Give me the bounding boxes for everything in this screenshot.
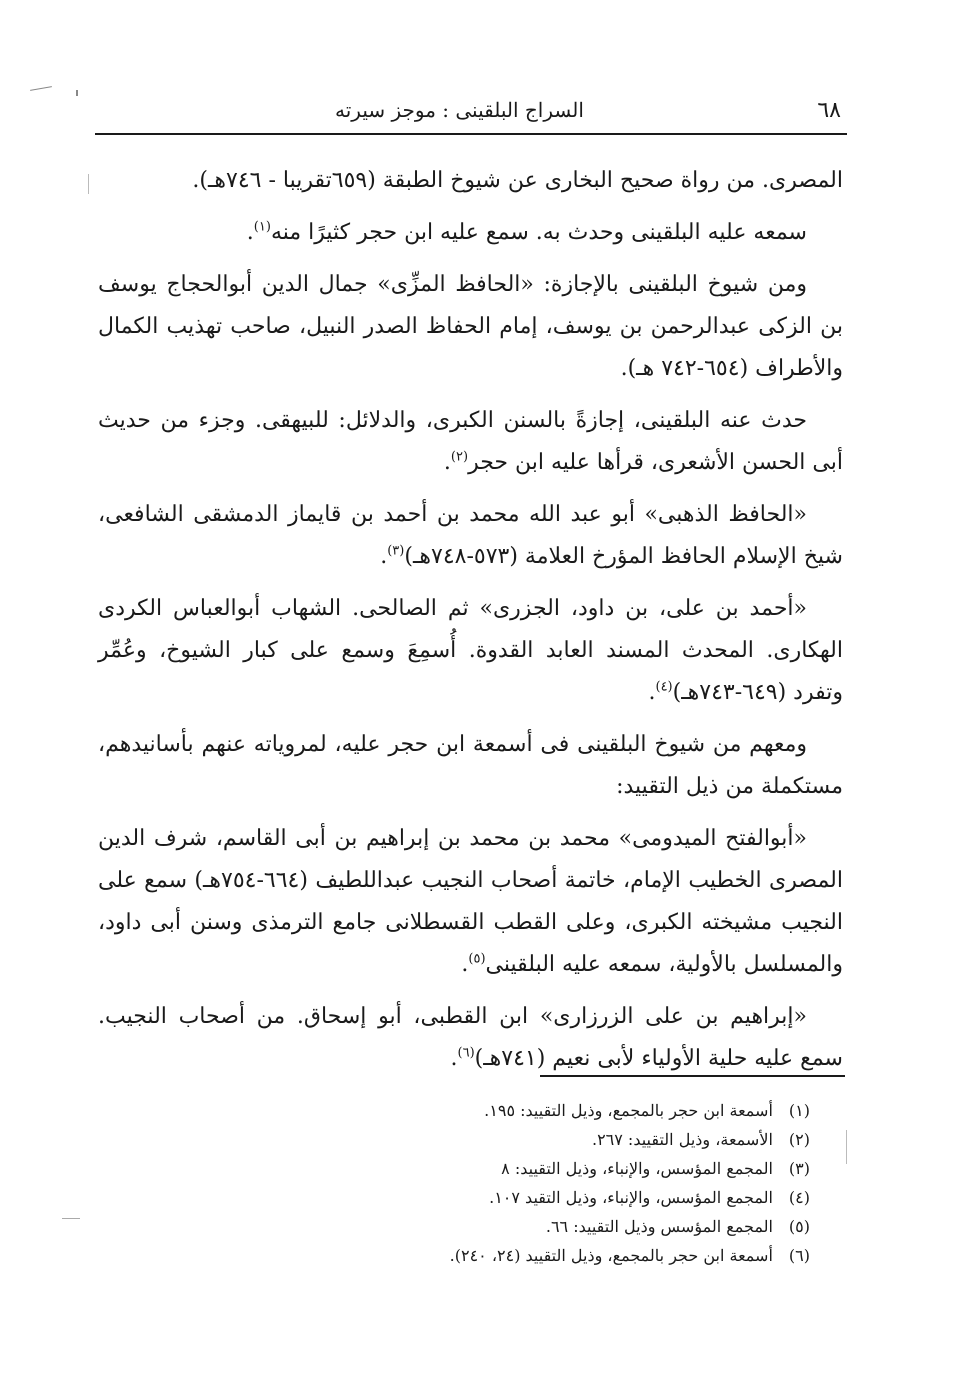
body-text: [98, 160, 843, 1090]
footnote-item: [300, 1096, 810, 1125]
footnote-text: المجمع المؤسس، والإنباء، وذيل التقييد: ٨: [501, 1159, 773, 1178]
footnote-ref: (٢): [450, 449, 469, 465]
paragraph-6: «أحمد بن على، بن داود، الجزرى» ثم الصالحى. الشهاب أبوالعباس الكردى الهكارى. المحدث المسند العابد القدوة. أُسمِعَ وسمع على كبار الشيوخ، وعُمِّر وتفرد (٦٤٩-٧٤٣هـ)$^{(٤)}$.: [98, 596, 843, 705]
scan-artifact: [846, 1130, 847, 1164]
footnote-item: [300, 1241, 810, 1270]
footnote-ref: (٣): [387, 543, 405, 559]
footnote-item: [300, 1212, 810, 1241]
footnote-ref: (٥): [468, 951, 486, 967]
footnote-item: [300, 1125, 810, 1154]
footnote-number: (٣): [788, 1159, 810, 1178]
footnote-text: المجمع المؤسس، والإنباء، وذيل التقيد ١٠٧.: [489, 1188, 773, 1207]
footnote-number: (٤): [788, 1188, 810, 1207]
footnote-number: (٦): [788, 1246, 810, 1265]
footnote-item: [300, 1154, 810, 1183]
paragraph-5: «الحافظ الذهبى» أبو عبد الله محمد بن أحمد بن قايماز الدمشقى الشافعى، شيخ الإسلام الحافظ المؤرخ العلامة (٥٧٣-٧٤٨هـ)$^{(٣)}$.: [98, 502, 843, 569]
scan-artifact: [76, 90, 78, 96]
footnote-number: (٥): [788, 1217, 810, 1236]
footnote-number: (٢): [788, 1130, 810, 1149]
paragraph-4: حدث عنه البلقينى، إجازةً بالسنن الكبرى، والدلائل: للبيهقى. وجزء من حديث أبى الحسن الأشعرى، قرأها عليه ابن حجر$^{(٢)}$.: [98, 408, 843, 475]
footnote-number: (١): [788, 1101, 810, 1120]
footnote-item: [300, 1183, 810, 1212]
footnote-ref: (٦): [457, 1045, 475, 1061]
paragraph-7: ومعهم من شيوخ البلقينى فى أسمعة ابن حجر عليه، لمروياته عنهم بأسانيدهم، مستكملة من ذيل التقييد:: [98, 732, 843, 799]
footnote-text: أسمعة ابن حجر بالمجمع، وذيل التقييد: ١٩٥.: [484, 1101, 773, 1120]
footnote-text: أسمعة ابن حجر بالمجمع، وذيل التقييد (٢٤، ٢٤٠).: [449, 1246, 773, 1265]
header-rule: [95, 133, 847, 135]
footnote-rule: [540, 1075, 845, 1077]
scan-artifact: [62, 1218, 80, 1219]
paragraph-8: «أبوالفتح الميدومى» محمد بن محمد بن إبراهيم بن أبى القاسم، شرف الدين المصرى الخطيب الإمام، خاتمة أصحاب النجيب عبداللطيف (٦٦٤-٧٥٤هـ) سمع على النجيب مشيخته الكبرى، وعلى القطب القسطلانى جامع الترمذى وسنن أبى داود، والمسلسل بالأولية، سمعه عليه البلقينى$^{(٥)}$.: [98, 826, 843, 977]
footnote-ref: (٤): [655, 679, 673, 695]
footnote-text: المجمع المؤسس وذيل التقييد: ٦٦.: [545, 1217, 773, 1236]
footnotes: [300, 1096, 810, 1270]
paragraph-2: سمعه عليه البلقينى وحدث به. سمع عليه ابن حجر كثيرًا منه$^{(١)}$.: [246, 219, 807, 245]
scan-artifact: [30, 86, 52, 91]
footnote-ref: (١): [253, 219, 271, 235]
paragraph-1: المصرى. من رواة صحيح البخارى عن شيوخ الطبقة (٦٥٩تقريبا - ٧٤٦هـ).: [192, 168, 843, 193]
running-title: السراج البلقينى : موجز سيرته: [335, 98, 584, 122]
paragraph-9: «إبراهيم بن على الزرزارى» ابن القطبى، أبو إسحاق. من أصحاب النجيب. سمع عليه حلية الأولياء لأبى نعيم (٧٤١هـ)$^{(٦)}$.: [98, 1004, 843, 1071]
footnote-text: الأسمعة، وذيل التقييد: ٢٦٧.: [591, 1130, 773, 1149]
running-header: [95, 92, 845, 128]
paragraph-3: ومن شيوخ البلقينى بالإجازة: «الحافظ المزِّى» جمال الدين أبوالحجاج يوسف بن الزكى عبدالرحمن بن يوسف، إمام الحفاظ الصدر النبيل، صاحب تهذيب الكمال والأطراف (٦٥٤-٧٤٢ هـ).: [98, 272, 843, 381]
page-number: ٦٨: [817, 98, 841, 123]
scan-artifact: [88, 174, 89, 194]
